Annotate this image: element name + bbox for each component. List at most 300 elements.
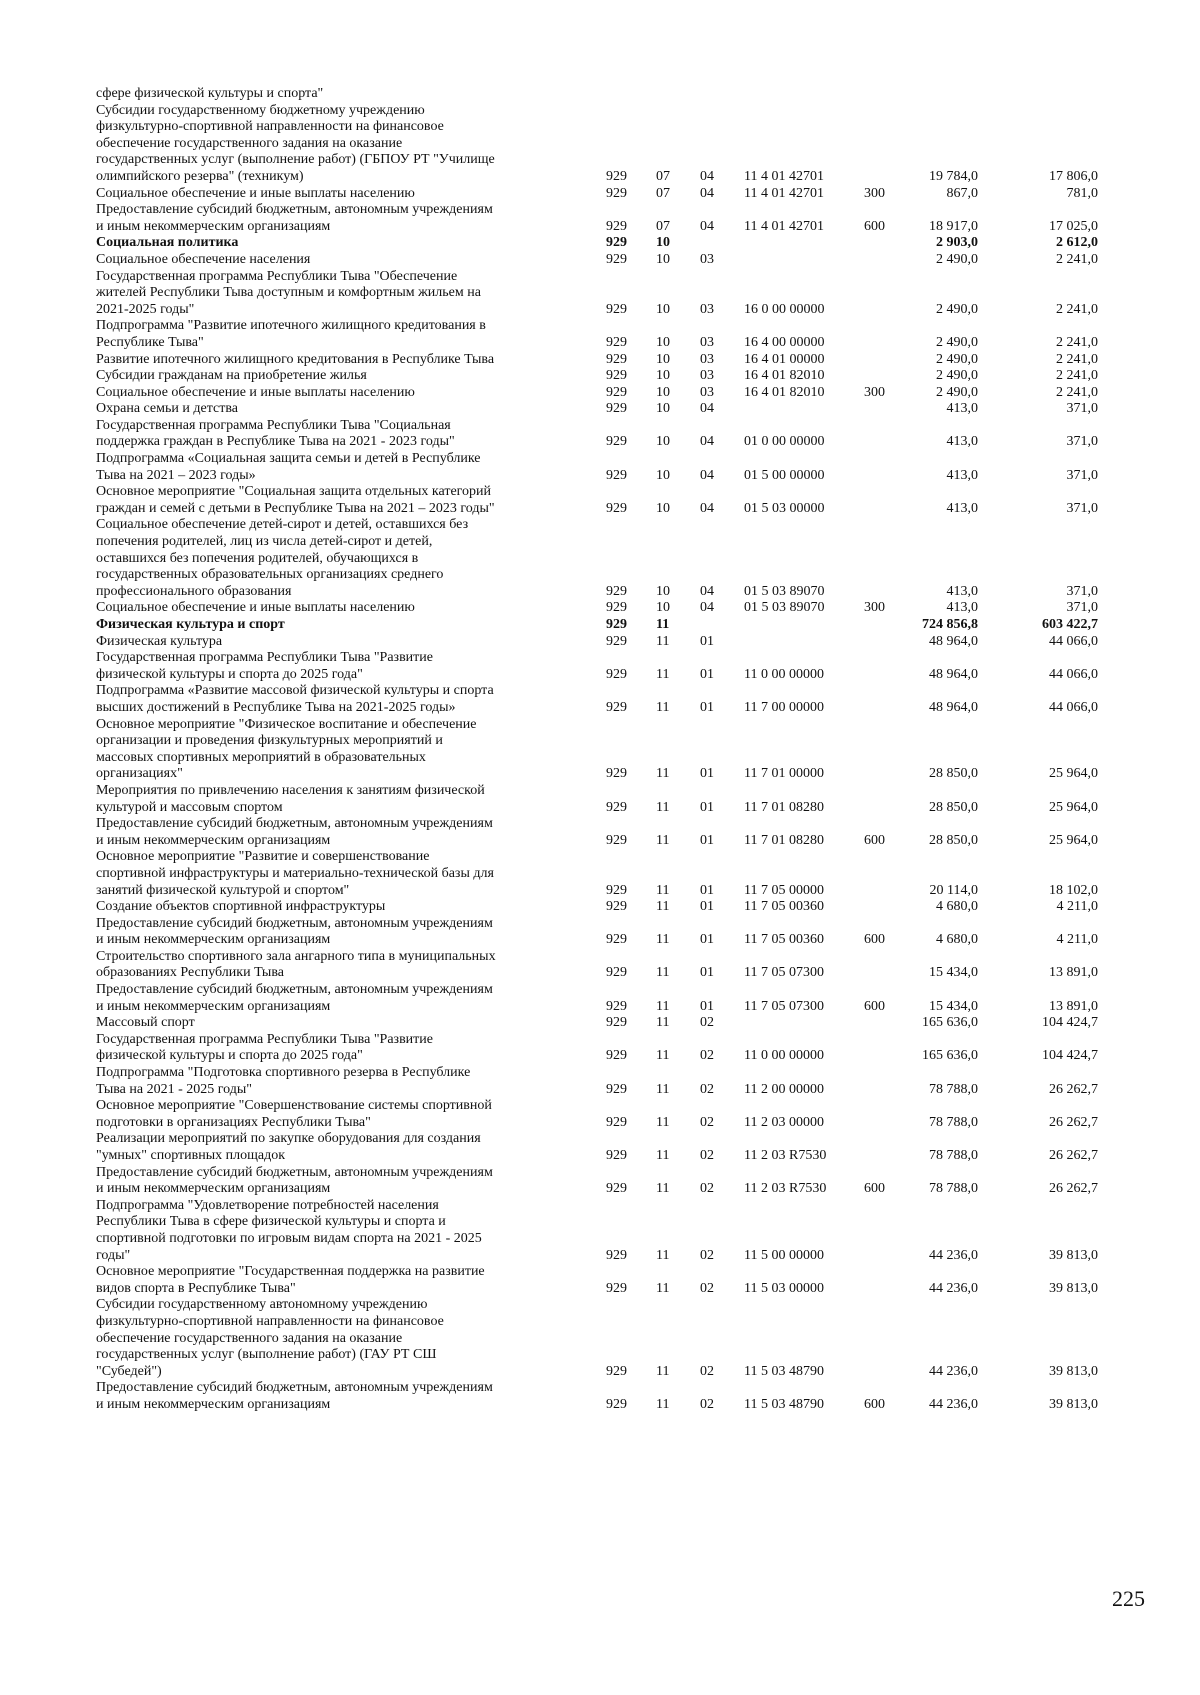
target-article-code: 11 5 03 48790 [744,1363,824,1379]
section-code: 10 [656,434,670,450]
subsection-code: 02 [700,1081,714,1097]
row-name: государственных образовательных организациях среднего [96,567,444,583]
amount-second: 371,0 [1066,583,1098,599]
row-name: организациях" [96,766,183,782]
table-row [96,733,1146,750]
target-article-code: 11 7 01 08280 [744,832,824,848]
table-row [96,468,1146,485]
row-name: и иным некоммерческим организациям [96,1181,331,1197]
amount-first: 724 856,8 [922,617,978,632]
section-code: 11 [656,666,670,682]
row-name: Основное мероприятие "Социальная защита отдельных категорий [96,484,492,500]
row-name: профессионального образования [96,583,292,599]
amount-second: 18 102,0 [1049,882,1098,898]
amount-first: 78 788,0 [929,1114,978,1130]
row-name: физкультурно-спортивной направленности на финансовое [96,1313,444,1329]
amount-first: 413,0 [946,467,978,483]
ministry-code: 929 [606,384,627,400]
section-code: 11 [656,633,670,649]
amount-second: 2 241,0 [1056,384,1098,400]
amount-second: 17 025,0 [1049,218,1098,234]
expense-type-code: 600 [864,932,885,948]
target-article-code: 11 4 01 42701 [744,185,824,201]
amount-first: 413,0 [946,600,978,616]
table-row [96,1148,1146,1165]
target-article-code: 16 4 01 82010 [744,384,825,400]
table-row [96,965,1146,982]
table-row [96,1281,1146,1298]
section-code: 11 [656,998,670,1014]
table-row [96,766,1146,783]
ministry-code: 929 [606,633,627,649]
row-name: Предоставление субсидий бюджетным, автономным учреждениям [96,915,493,931]
row-name: Субсидии государственному бюджетному учреждению [96,102,425,118]
row-name: Государственная программа Республики Тыва "Социальная [96,417,451,433]
amount-first: 15 434,0 [929,965,978,981]
ministry-code: 929 [606,799,627,815]
amount-second: 371,0 [1066,401,1098,417]
row-name: государственных услуг (выполнение работ) (ГАУ РТ СШ [96,1347,437,1363]
amount-first: 48 964,0 [929,666,978,682]
amount-first: 413,0 [946,434,978,450]
row-name: и иным некоммерческим организациям [96,832,331,848]
table-row [96,800,1146,817]
section-code: 11 [656,832,670,848]
table-row [96,318,1146,335]
table-row [96,816,1146,833]
expense-type-code: 600 [864,218,885,234]
table-row [96,916,1146,933]
subsection-code: 02 [700,1181,714,1197]
section-code: 11 [656,932,670,948]
section-code: 11 [656,1247,670,1263]
section-code: 11 [656,1114,670,1130]
amount-first: 19 784,0 [929,168,978,184]
row-name: Подпрограмма "Развитие ипотечного жилищного кредитования в [96,318,486,334]
target-article-code: 11 5 03 48790 [744,1396,824,1412]
target-article-code: 11 2 03 00000 [744,1114,824,1130]
table-row [96,1165,1146,1182]
target-article-code: 01 5 00 00000 [744,467,825,483]
ministry-code: 929 [606,168,627,184]
table-row [96,186,1146,203]
table-row [96,584,1146,601]
amount-first: 20 114,0 [929,882,978,898]
table-row [96,1131,1146,1148]
ministry-code: 929 [606,1015,627,1031]
table-row [96,451,1146,468]
ministry-code: 929 [606,1114,627,1130]
table-row [96,999,1146,1016]
row-name: Государственная программа Республики Тыва "Развитие [96,1031,433,1047]
expense-type-code: 600 [864,1396,885,1412]
ministry-code: 929 [606,235,627,251]
budget-table [96,86,1146,1414]
amount-second: 104 424,7 [1042,1048,1098,1064]
table-row [96,1065,1146,1082]
subsection-code: 01 [700,699,714,715]
row-name: Предоставление субсидий бюджетным, автономным учреждениям [96,202,493,218]
table-row [96,883,1146,900]
section-code: 10 [656,401,670,417]
row-name: Республики Тыва в сфере физической культуры и спорта и [96,1214,446,1230]
section-code: 11 [656,1280,670,1296]
row-name: занятий физической культурой и спортом" [96,882,350,898]
expense-type-code: 300 [864,185,885,201]
target-article-code: 11 7 01 08280 [744,799,824,815]
amount-second: 26 262,7 [1049,1114,1098,1130]
table-row [96,982,1146,999]
amount-first: 48 964,0 [929,633,978,649]
table-row [96,418,1146,435]
row-name: подготовки в организациях Республики Тыва" [96,1114,371,1130]
row-name: жителей Республики Тыва доступным и комфортным жильем на [96,285,481,301]
amount-first: 28 850,0 [929,799,978,815]
row-name: Массовый спорт [96,1015,195,1031]
subsection-code: 01 [700,799,714,815]
amount-second: 26 262,7 [1049,1148,1098,1163]
section-code: 07 [656,168,670,184]
section-code: 10 [656,301,670,317]
subsection-code: 02 [700,1396,714,1412]
ministry-code: 929 [606,218,627,234]
ministry-code: 929 [606,467,627,483]
ministry-code: 929 [606,932,627,948]
table-row [96,1364,1146,1381]
table-row [96,1115,1146,1132]
amount-second: 104 424,7 [1042,1015,1098,1031]
amount-first: 2 490,0 [936,334,978,350]
table-row [96,202,1146,219]
target-article-code: 16 0 00 00000 [744,301,825,317]
ministry-code: 929 [606,1396,627,1412]
amount-second: 2 612,0 [1056,235,1098,251]
row-name: Подпрограмма "Удовлетворение потребностей населения [96,1197,439,1213]
row-name: Предоставление субсидий бюджетным, автономным учреждениям [96,982,493,998]
row-name: обеспечение государственного задания на оказание [96,1330,403,1346]
table-row [96,1082,1146,1099]
section-code: 07 [656,185,670,201]
amount-second: 371,0 [1066,500,1098,516]
subsection-code: 04 [700,583,714,599]
amount-second: 39 813,0 [1049,1363,1098,1379]
table-row [96,717,1146,734]
target-article-code: 01 5 03 00000 [744,500,825,516]
row-name: культурой и массовым спортом [96,799,283,815]
amount-second: 39 813,0 [1049,1280,1098,1296]
table-row [96,750,1146,767]
section-code: 11 [656,1363,670,1379]
row-name: Физическая культура и спорт [96,617,285,632]
amount-second: 44 066,0 [1049,699,1098,715]
table-row [96,434,1146,451]
amount-second: 371,0 [1066,600,1098,616]
subsection-code: 02 [700,1363,714,1379]
table-row [96,103,1146,120]
table-row [96,219,1146,236]
section-code: 11 [656,617,670,632]
ministry-code: 929 [606,301,627,317]
section-code: 11 [656,1048,670,1064]
table-row [96,269,1146,286]
amount-second: 2 241,0 [1056,251,1098,267]
target-article-code: 11 7 05 00000 [744,882,824,898]
table-row [96,401,1146,418]
subsection-code: 04 [700,401,714,417]
row-name: "Субедей") [96,1363,162,1379]
table-row [96,650,1146,667]
row-name: физической культуры и спорта до 2025 года" [96,666,363,682]
row-name: поддержка граждан в Республике Тыва на 2021 - 2023 годы" [96,434,455,450]
section-code: 10 [656,351,670,367]
row-name: годы" [96,1247,131,1263]
table-row [96,1297,1146,1314]
expense-type-code: 300 [864,384,885,400]
table-row [96,136,1146,153]
amount-first: 44 236,0 [929,1247,978,1263]
table-row [96,949,1146,966]
row-name: Государственная программа Республики Тыва "Развитие [96,650,433,666]
section-code: 10 [656,251,670,267]
page-number: 225 [1112,1586,1145,1611]
amount-second: 371,0 [1066,467,1098,483]
table-row [96,1380,1146,1397]
table-row [96,335,1146,352]
subsection-code: 03 [700,351,714,367]
row-name: и иным некоммерческим организациям [96,218,331,234]
table-row [96,700,1146,717]
amount-second: 13 891,0 [1049,965,1098,981]
row-name: обеспечение государственного задания на оказание [96,135,403,151]
subsection-code: 02 [700,1114,714,1130]
expense-type-code: 600 [864,1181,885,1197]
amount-second: 371,0 [1066,434,1098,450]
ministry-code: 929 [606,1363,627,1379]
section-code: 10 [656,500,670,516]
table-row [96,517,1146,534]
row-name: Основное мероприятие "Физическое воспитание и обеспечение [96,716,477,732]
ministry-code: 929 [606,1048,627,1064]
amount-first: 2 490,0 [936,384,978,400]
target-article-code: 11 2 03 R7530 [744,1148,827,1163]
ministry-code: 929 [606,500,627,516]
amount-first: 44 236,0 [929,1363,978,1379]
row-name: Тыва на 2021 - 2025 годы" [96,1081,253,1097]
row-name: Основное мероприятие "Государственная поддержка на развитие [96,1264,485,1280]
amount-first: 413,0 [946,583,978,599]
row-name: видов спорта в Республике Тыва" [96,1280,296,1296]
table-row [96,1181,1146,1198]
target-article-code: 16 4 01 00000 [744,351,825,367]
ministry-code: 929 [606,899,627,915]
amount-second: 603 422,7 [1042,617,1098,632]
row-name: сфере физической культуры и спорта" [96,86,324,101]
amount-first: 78 788,0 [929,1148,978,1163]
target-article-code: 01 0 00 00000 [744,434,825,450]
amount-first: 413,0 [946,500,978,516]
target-article-code: 11 7 05 07300 [744,965,824,981]
amount-second: 2 241,0 [1056,368,1098,384]
row-name: спортивной инфраструктуры и материально-технической базы для [96,865,494,881]
section-code: 10 [656,334,670,350]
subsection-code: 01 [700,633,714,649]
amount-first: 165 636,0 [922,1015,978,1031]
subsection-code: 01 [700,832,714,848]
row-name: и иным некоммерческим организациям [96,998,331,1014]
amount-second: 26 262,7 [1049,1081,1098,1097]
ministry-code: 929 [606,998,627,1014]
table-row [96,152,1146,169]
table-row [96,385,1146,402]
ministry-code: 929 [606,583,627,599]
table-row [96,1098,1146,1115]
row-name: Социальное обеспечение и иные выплаты населению [96,600,415,616]
amount-second: 781,0 [1066,185,1098,201]
row-name: Строительство спортивного зала ангарного типа в муниципальных [96,948,496,964]
table-row [96,899,1146,916]
ministry-code: 929 [606,1081,627,1097]
row-name: массовых спортивных мероприятий в образовательных [96,749,426,765]
target-article-code: 11 7 01 00000 [744,766,824,782]
section-code: 11 [656,1015,670,1031]
section-code: 11 [656,1148,670,1163]
table-row [96,1015,1146,1032]
row-name: Реализации мероприятий по закупке оборудования для создания [96,1131,481,1147]
target-article-code: 11 7 05 07300 [744,998,824,1014]
table-row [96,1314,1146,1331]
ministry-code: 929 [606,965,627,981]
row-name: организации и проведения физкультурных мероприятий и [96,733,443,749]
table-row [96,86,1146,103]
table-row [96,1214,1146,1231]
table-row [96,1264,1146,1281]
table-row [96,1231,1146,1248]
table-row [96,932,1146,949]
ministry-code: 929 [606,882,627,898]
amount-second: 4 211,0 [1056,932,1098,948]
table-row [96,534,1146,551]
target-article-code: 16 4 01 82010 [744,368,825,384]
row-name: Республике Тыва" [96,334,204,350]
table-row [96,866,1146,883]
table-row [96,252,1146,269]
ministry-code: 929 [606,351,627,367]
subsection-code: 03 [700,301,714,317]
subsection-code: 01 [700,899,714,915]
amount-first: 2 490,0 [936,368,978,384]
ministry-code: 929 [606,1148,627,1163]
subsection-code: 04 [700,168,714,184]
table-row [96,1048,1146,1065]
amount-second: 25 964,0 [1049,766,1098,782]
table-row [96,484,1146,501]
subsection-code: 04 [700,600,714,616]
ministry-code: 929 [606,368,627,384]
row-name: оставшихся без попечения родителей, обучающихся в [96,550,419,566]
row-name: и иным некоммерческим организациям [96,932,331,948]
subsection-code: 01 [700,882,714,898]
amount-second: 13 891,0 [1049,998,1098,1014]
subsection-code: 01 [700,932,714,948]
amount-first: 2 490,0 [936,301,978,317]
amount-first: 4 680,0 [936,932,978,948]
amount-second: 2 241,0 [1056,301,1098,317]
subsection-code: 03 [700,368,714,384]
amount-first: 413,0 [946,401,978,417]
amount-first: 28 850,0 [929,766,978,782]
row-name: Подпрограмма «Развитие массовой физической культуры и спорта [96,683,494,699]
table-row [96,833,1146,850]
amount-first: 4 680,0 [936,899,978,915]
section-code: 11 [656,965,670,981]
table-row [96,352,1146,369]
amount-first: 867,0 [946,185,978,201]
row-name: Тыва на 2021 – 2023 годы» [96,467,256,483]
target-article-code: 11 7 05 00360 [744,932,824,948]
row-name: физической культуры и спорта до 2025 года" [96,1048,363,1064]
row-name: спортивной подготовки по игровым видам спорта на 2021 - 2025 [96,1230,482,1246]
table-row [96,501,1146,518]
amount-second: 39 813,0 [1049,1247,1098,1263]
table-row [96,783,1146,800]
amount-second: 4 211,0 [1056,899,1098,915]
table-row [96,1347,1146,1364]
row-name: высших достижений в Республике Тыва на 2021-2025 годы» [96,699,456,715]
amount-second: 25 964,0 [1049,832,1098,848]
section-code: 11 [656,699,670,715]
subsection-code: 03 [700,251,714,267]
section-code: 11 [656,799,670,815]
ministry-code: 929 [606,185,627,201]
target-article-code: 01 5 03 89070 [744,583,825,599]
row-name: Социальное обеспечение детей-сирот и детей, оставшихся без [96,517,469,533]
section-code: 10 [656,235,670,251]
table-row [96,617,1146,634]
amount-first: 165 636,0 [922,1048,978,1064]
section-code: 11 [656,766,670,782]
amount-second: 2 241,0 [1056,351,1098,367]
table-row [96,1331,1146,1348]
amount-second: 44 066,0 [1049,666,1098,682]
ministry-code: 929 [606,617,627,632]
row-name: Подпрограмма "Подготовка спортивного резерва в Республике [96,1065,471,1081]
section-code: 11 [656,882,670,898]
table-row [96,1397,1146,1414]
row-name: Предоставление субсидий бюджетным, автономным учреждениям [96,1164,493,1180]
subsection-code: 04 [700,434,714,450]
subsection-code: 04 [700,467,714,483]
subsection-code: 01 [700,766,714,782]
ministry-code: 929 [606,666,627,682]
table-row [96,1248,1146,1265]
amount-first: 2 490,0 [936,251,978,267]
section-code: 11 [656,1081,670,1097]
section-code: 11 [656,1181,670,1197]
amount-second: 44 066,0 [1049,633,1098,649]
row-name: Социальная политика [96,235,239,251]
subsection-code: 02 [700,1247,714,1263]
amount-first: 44 236,0 [929,1396,978,1412]
amount-second: 2 241,0 [1056,334,1098,350]
ministry-code: 929 [606,1280,627,1296]
target-article-code: 11 2 03 R7530 [744,1181,827,1197]
table-row [96,567,1146,584]
amount-first: 78 788,0 [929,1081,978,1097]
table-row [96,551,1146,568]
table-row [96,368,1146,385]
section-code: 10 [656,467,670,483]
target-article-code: 11 0 00 00000 [744,666,824,682]
